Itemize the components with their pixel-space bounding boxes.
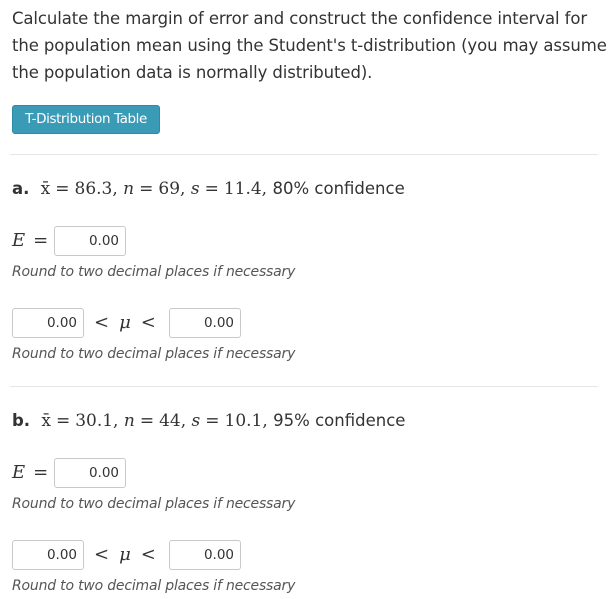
- part-b-lower-bound-input[interactable]: [12, 540, 84, 570]
- part-b-label: b.: [12, 411, 31, 430]
- part-b-mu-inequality: < μ <: [94, 544, 156, 565]
- part-a-n-value: 69: [158, 179, 181, 199]
- part-a-margin-input[interactable]: [54, 226, 126, 256]
- part-a-margin-hint: Round to two decimal places if necessary: [12, 264, 296, 280]
- part-b-s-value: 10.1: [224, 411, 263, 431]
- part-a-mu-symbol: μ: [119, 312, 131, 333]
- divider: [10, 386, 598, 387]
- part-a-mu-inequality: < μ <: [94, 312, 156, 333]
- part-b-margin-hint: Round to two decimal places if necessary: [12, 496, 296, 512]
- part-a-confidence: 80% confidence: [272, 179, 405, 198]
- part-a-n-symbol: n: [123, 179, 135, 199]
- part-a-problem: a. x̄ = 86.3, n = 69, s = 11.4, 80% confidence: [12, 179, 405, 199]
- part-b-interval-hint: Round to two decimal places if necessary: [12, 578, 296, 594]
- part-b-mu-symbol: μ: [119, 544, 131, 565]
- part-a-interval-hint: Round to two decimal places if necessary: [12, 346, 296, 362]
- part-a-xbar-symbol: x̄: [40, 179, 51, 199]
- part-b-n-value: 44: [159, 411, 181, 431]
- part-b-upper-bound-input[interactable]: [169, 540, 241, 570]
- part-a-lower-bound-input[interactable]: [12, 308, 84, 338]
- divider: [10, 154, 598, 155]
- part-a-s-value: 11.4: [223, 179, 262, 199]
- part-b-xbar-value: 30.1: [75, 411, 114, 431]
- part-b-n-symbol: n: [123, 411, 135, 431]
- part-b-margin-input[interactable]: [54, 458, 126, 488]
- part-a-s-symbol: s: [190, 179, 200, 199]
- part-b-xbar-symbol: x̄: [41, 411, 51, 431]
- question-intro: Calculate the margin of error and construct the confidence interval for the population mean using the Student's t-distribution (you may assume the population data is normally distributed).: [12, 9, 607, 82]
- part-b-e-symbol: E: [12, 462, 26, 483]
- part-b-s-symbol: s: [191, 411, 201, 431]
- part-b-problem: b. x̄ = 30.1, n = 44, s = 10.1, 95% confidence: [12, 411, 406, 431]
- part-b-confidence: 95% confidence: [273, 411, 406, 430]
- part-a-label: a.: [12, 179, 30, 198]
- part-a-margin-label: E =: [12, 230, 49, 251]
- part-a-xbar-value: 86.3: [74, 179, 113, 199]
- t-distribution-table-button[interactable]: T-Distribution Table: [12, 105, 160, 134]
- part-a-upper-bound-input[interactable]: [169, 308, 241, 338]
- part-b-margin-label: E =: [12, 462, 49, 483]
- part-a-e-symbol: E: [12, 230, 26, 251]
